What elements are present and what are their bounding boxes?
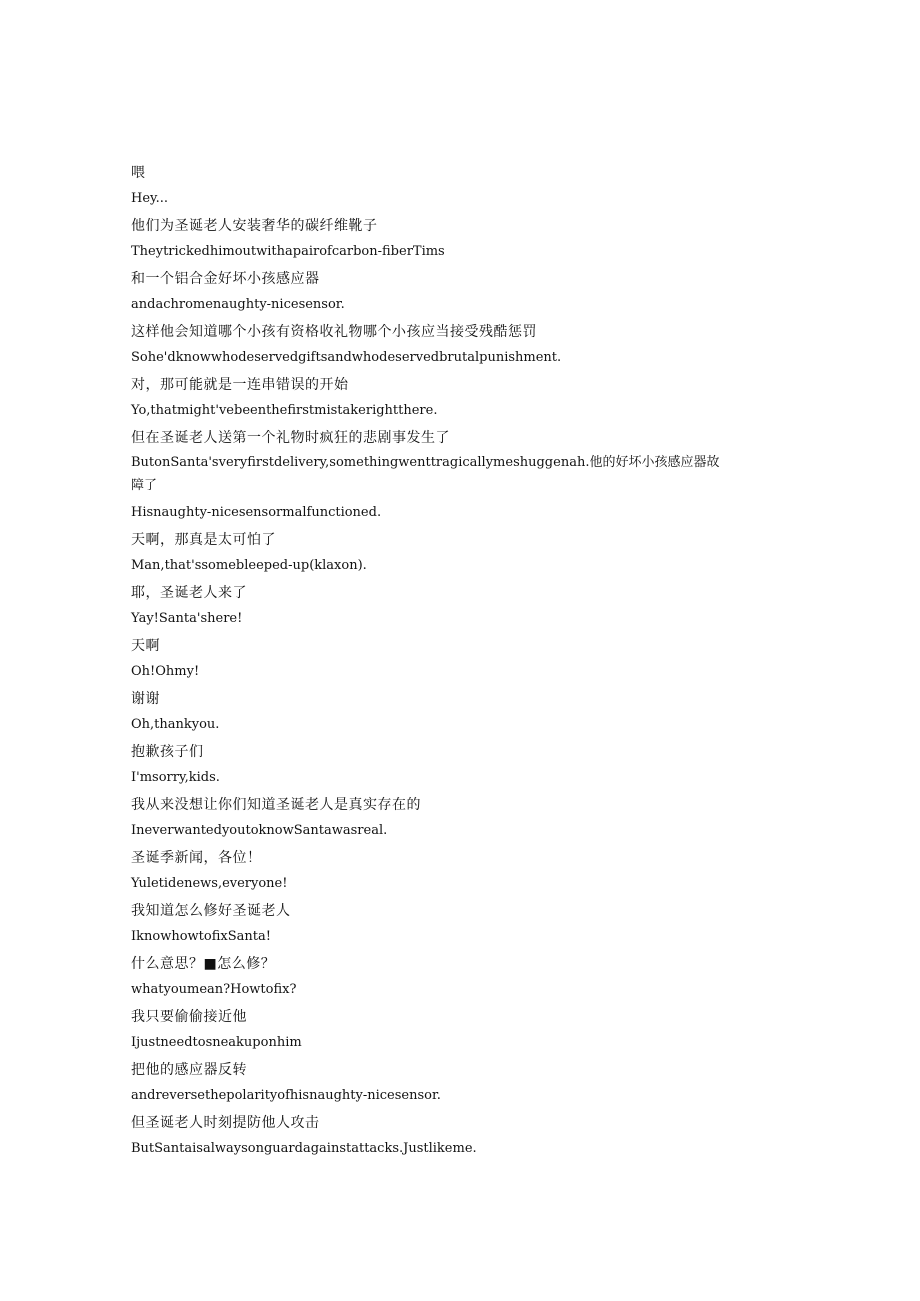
zh-line-14: 圣诞季新闻，各位！ xyxy=(131,850,262,866)
en-line-8: Man,that'ssomebleeped-up(klaxon). xyxy=(131,558,367,573)
en-line-18: andreversethepolarityofhisnaughty-nicesensor. xyxy=(131,1088,441,1103)
en-line-13: IneverwantedyoutoknowSantawasreal. xyxy=(131,823,388,838)
en-line-4: Sohe'dknowwhodeservedgiftsandwhodeservedbrutalpunishment. xyxy=(131,350,562,365)
zh-line-18: 把他的感应器反转 xyxy=(131,1062,247,1078)
en-line-17: Ijustneedtosneakuponhim xyxy=(131,1035,302,1050)
zh-line-10: 天啊 xyxy=(131,638,160,654)
zh-line-12: 抱歉孩子们 xyxy=(131,744,204,760)
en-line-9: Yay!Santa'shere! xyxy=(131,611,243,626)
zh-line-16: 什么意思？■怎么修？ xyxy=(131,956,276,972)
zh-line-1: 喂 xyxy=(131,165,146,181)
en-line-10: Oh!Ohmy! xyxy=(131,664,200,679)
zh-line-3: 和一个铝合金好坏小孩感应器 xyxy=(131,271,320,287)
zh-line-6: 但在圣诞老人送第一个礼物时疯狂的悲剧事发生了 xyxy=(131,430,450,446)
en-line-7: Hisnaughty-nicesensormalfunctioned. xyxy=(131,505,382,520)
en-line-5: Yo,thatmight'vebeenthefirstmistakerightthere. xyxy=(131,403,438,418)
en-line-11: Oh,thankyou. xyxy=(131,717,220,732)
en-line-16: whatyoumean?Howtofix? xyxy=(131,982,297,997)
en-line-15: IknowhowtofixSanta! xyxy=(131,929,271,944)
document-body xyxy=(131,161,731,1164)
zh-line-8: 天啊，那真是太可怕了 xyxy=(131,532,276,548)
zh-line-19: 但圣诞老人时刻提防他人攻击 xyxy=(131,1115,320,1131)
zh-line-2: 他们为圣诞老人安装奢华的碳纤维靴子 xyxy=(131,218,378,234)
en-line-3: andachromenaughty-nicesensor. xyxy=(131,297,345,312)
en-line-14: Yuletidenews,everyone! xyxy=(131,876,288,891)
zh-line-17: 我只要偷偷接近他 xyxy=(131,1009,247,1025)
en-line-1: Hey... xyxy=(131,191,169,206)
en-line-12: I'msorry,kids. xyxy=(131,770,220,785)
en-line-6: ButonSanta'sveryfirstdelivery,somethingwenttragicallymeshuggenah.他的好坏小孩感应器故障了 xyxy=(131,455,720,493)
en-line-2: Theytrickedhimoutwithapairofcarbon-fiberTims xyxy=(131,244,445,259)
en-line-19: ButSantaisalwaysonguardagainstattacks.Justlikeme. xyxy=(131,1141,477,1156)
zh-line-15: 我知道怎么修好圣诞老人 xyxy=(131,903,291,919)
zh-line-11: 谢谢 xyxy=(131,691,160,707)
zh-line-13: 我从来没想让你们知道圣诞老人是真实存在的 xyxy=(131,797,421,813)
zh-line-5: 对，那可能就是一连串错误的开始 xyxy=(131,377,349,393)
zh-line-4: 这样他会知道哪个小孩有资格收礼物哪个小孩应当接受残酷惩罚 xyxy=(131,324,537,340)
zh-line-9: 耶，圣诞老人来了 xyxy=(131,585,247,601)
